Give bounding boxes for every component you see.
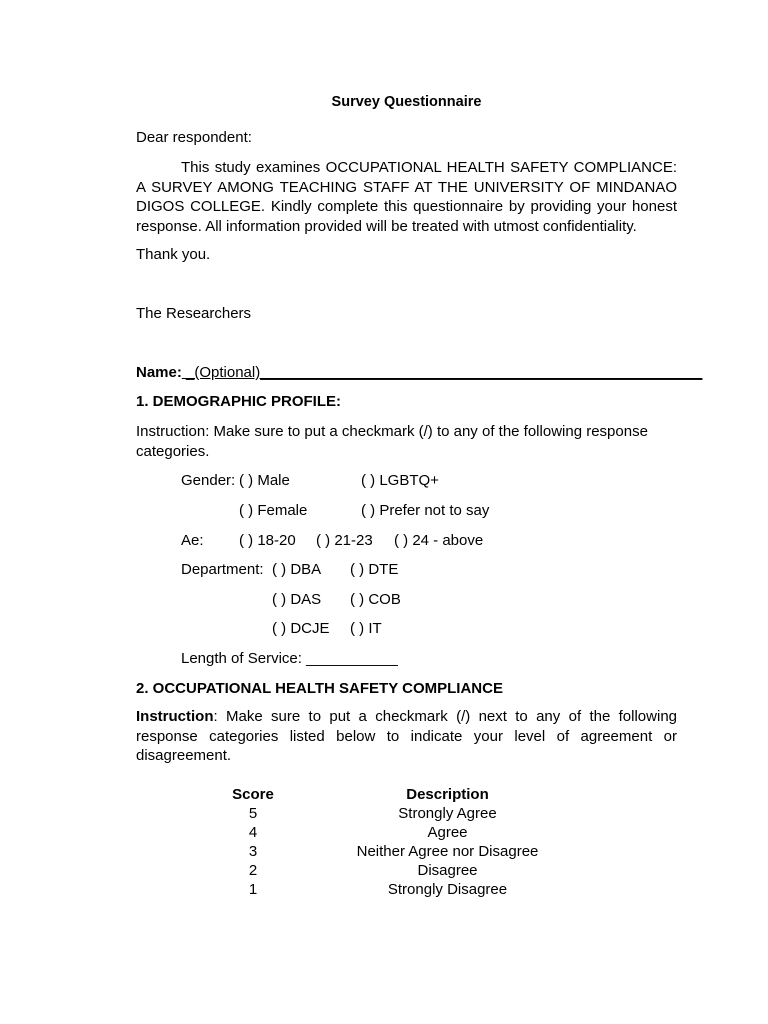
table-header-row (210, 785, 599, 804)
intro-paragraph: This study examines OCCUPATIONAL HEALTH SAFETY COMPLIANCE: A SURVEY AMONG TEACHING STAFF AT THE UNIVERSITY OF MINDANAO DIGOS COLLEGE. Kindly complete this questionnaire by providing your honest response. All information provided will be treated with utmost confidentiality. (136, 159, 677, 235)
section2-instruction (136, 707, 677, 766)
section1-instruction: Instruction: Make sure to put a checkmark (/) to any of the following response categories. (136, 423, 648, 460)
department-option-das[interactable]: ( ) DAS (272, 591, 322, 608)
length-of-service-field[interactable]: Length of Service: ___________ (181, 650, 398, 667)
department-label: Department: (181, 561, 264, 578)
score-cell: 3 (248, 843, 258, 860)
age-label: Ae: (181, 532, 204, 549)
section1-heading: 1. DEMOGRAPHIC PROFILE: (136, 393, 342, 410)
table-row (210, 823, 599, 842)
score-cell: 2 (248, 862, 258, 879)
page-title: Survey Questionnaire (331, 94, 482, 110)
rating-scale-table (210, 785, 599, 899)
description-cell: Strongly Disagree (387, 881, 508, 898)
section2-instruction-label: Instruction (136, 708, 214, 725)
gender-label: Gender: (181, 472, 236, 489)
description-cell: Neither Agree nor Disagree (356, 843, 539, 860)
age-option-24-above[interactable]: ( ) 24 - above (394, 532, 484, 549)
department-option-dte[interactable]: ( ) DTE (350, 561, 399, 578)
name-label: Name: (136, 364, 182, 381)
table-row (210, 861, 599, 880)
gender-option-prefer-not[interactable]: ( ) Prefer not to say (361, 502, 490, 519)
department-option-cob[interactable]: ( ) COB (350, 591, 401, 608)
score-cell: 4 (248, 824, 258, 841)
department-option-it[interactable]: ( ) IT (350, 620, 382, 637)
score-header: Score (232, 786, 274, 803)
section2-instruction-text: : Make sure to put a checkmark (/) next to any of the following response categories listed below to indicate your level of agreement or disagreement. (136, 708, 677, 764)
section2-heading: 2. OCCUPATIONAL HEALTH SAFETY COMPLIANCE (136, 680, 503, 697)
table-row (210, 842, 599, 861)
thanks-text: Thank you. (136, 246, 211, 263)
department-option-dba[interactable]: ( ) DBA (272, 561, 322, 578)
age-option-18-20[interactable]: ( ) 18-20 (239, 532, 296, 549)
gender-option-male[interactable]: ( ) Male (239, 472, 290, 489)
department-option-dcje[interactable]: ( ) DCJE (272, 620, 330, 637)
score-cell: 1 (248, 881, 258, 898)
description-cell: Strongly Agree (398, 805, 497, 822)
score-cell: 5 (248, 805, 258, 822)
table-row (210, 804, 599, 823)
age-option-21-23[interactable]: ( ) 21-23 (316, 532, 373, 549)
name-field[interactable] (136, 363, 702, 382)
description-cell: Disagree (417, 862, 478, 879)
table-row (210, 880, 599, 899)
description-cell: Agree (427, 824, 468, 841)
salutation: Dear respondent: (136, 129, 252, 146)
gender-option-female[interactable]: ( ) Female (239, 502, 308, 519)
description-header: Description (406, 786, 489, 803)
name-blank[interactable]: _(Optional)_____________________________________________________ (181, 364, 703, 381)
gender-option-lgbtq[interactable]: ( ) LGBTQ+ (361, 472, 439, 489)
signoff-text: The Researchers (136, 305, 252, 322)
